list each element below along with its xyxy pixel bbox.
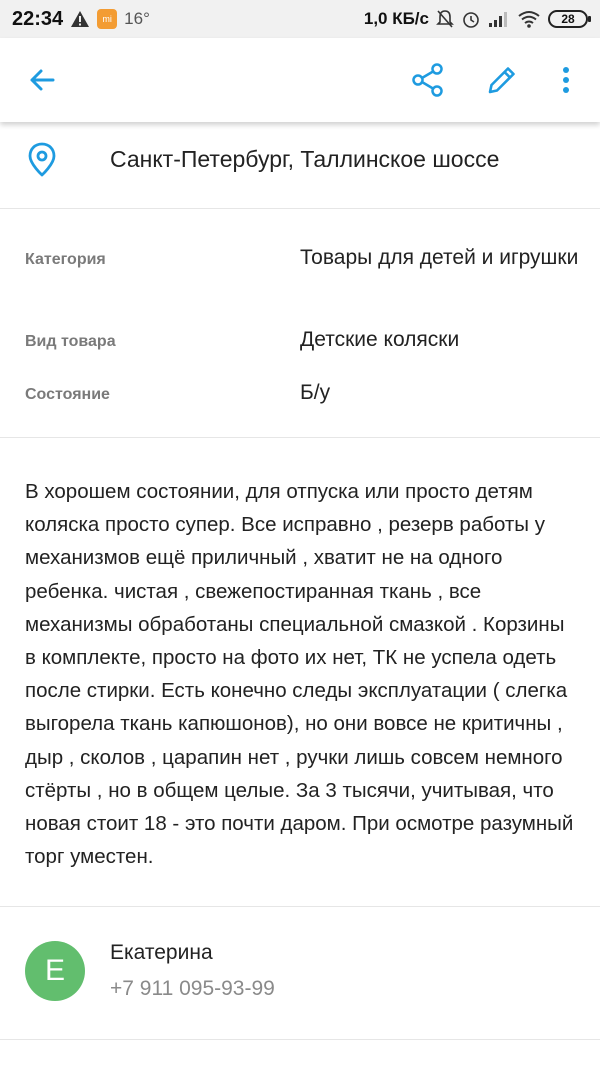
mi-notification-icon: mi [97, 9, 117, 29]
param-value-type: Детские коляски [300, 328, 460, 351]
description-section [0, 438, 600, 907]
app-bar [0, 38, 600, 122]
share-button[interactable] [406, 58, 450, 102]
param-value-category: Товары для детей и игрушки [300, 246, 579, 269]
alarm-icon [461, 9, 481, 29]
back-button[interactable] [20, 58, 64, 102]
listing-params [0, 209, 600, 438]
description-text: В хорошем состоянии, для отпуска или просто детям коляска просто супер. Все исправно , резерв работы у механизмов ещё приличный , хватит не на одного ребенка. чистая , свежепостиранная ткань , все механизмы обработаны специальной смазкой . Корзины в комплекте, просто на фото их нет, ТК не успела одеть после стирки. Есть конечно следы эксплуатации ( слегка выгорела ткань капюшонов), но они вовсе не критичны , дыр , сколов , царапин нет , ручки лишь совсем немного стёрты , но в общем целые. За 3 тысячи, учитывая, что новая стоит 18 - это почти даром. При осмотре разумный торг уместен. [25, 480, 574, 869]
status-bar [0, 0, 600, 38]
location-text: Санкт-Петербург, Таллинское шоссе [110, 146, 500, 172]
param-label-category: Категория [25, 251, 106, 268]
seller-row[interactable] [0, 907, 600, 1040]
more-options-button[interactable] [544, 58, 588, 102]
status-temperature: 16° [124, 9, 150, 28]
param-label-condition: Состояние [25, 386, 110, 403]
listing-details [0, 122, 600, 1040]
bell-muted-icon [436, 9, 454, 29]
status-time: 22:34 [12, 7, 64, 30]
location-row[interactable] [0, 122, 600, 209]
network-speed: 1,0 КБ/с [363, 9, 429, 28]
more-vert-icon [562, 66, 570, 94]
back-arrow-icon [28, 66, 56, 94]
edit-pencil-icon [486, 64, 518, 96]
param-value-condition: Б/у [300, 381, 331, 404]
warning-icon [70, 10, 90, 28]
location-pin-icon [26, 142, 58, 178]
param-label-type: Вид товара [25, 333, 116, 350]
signal-icon [488, 10, 510, 28]
battery-icon: 28 [548, 10, 588, 28]
avatar: Е [25, 941, 85, 1001]
wifi-icon [517, 10, 541, 28]
edit-button[interactable] [480, 58, 524, 102]
share-icon [412, 63, 444, 97]
seller-phone[interactable]: +7 911 095-93-99 [110, 977, 275, 1000]
seller-name: Екатерина [110, 941, 213, 964]
